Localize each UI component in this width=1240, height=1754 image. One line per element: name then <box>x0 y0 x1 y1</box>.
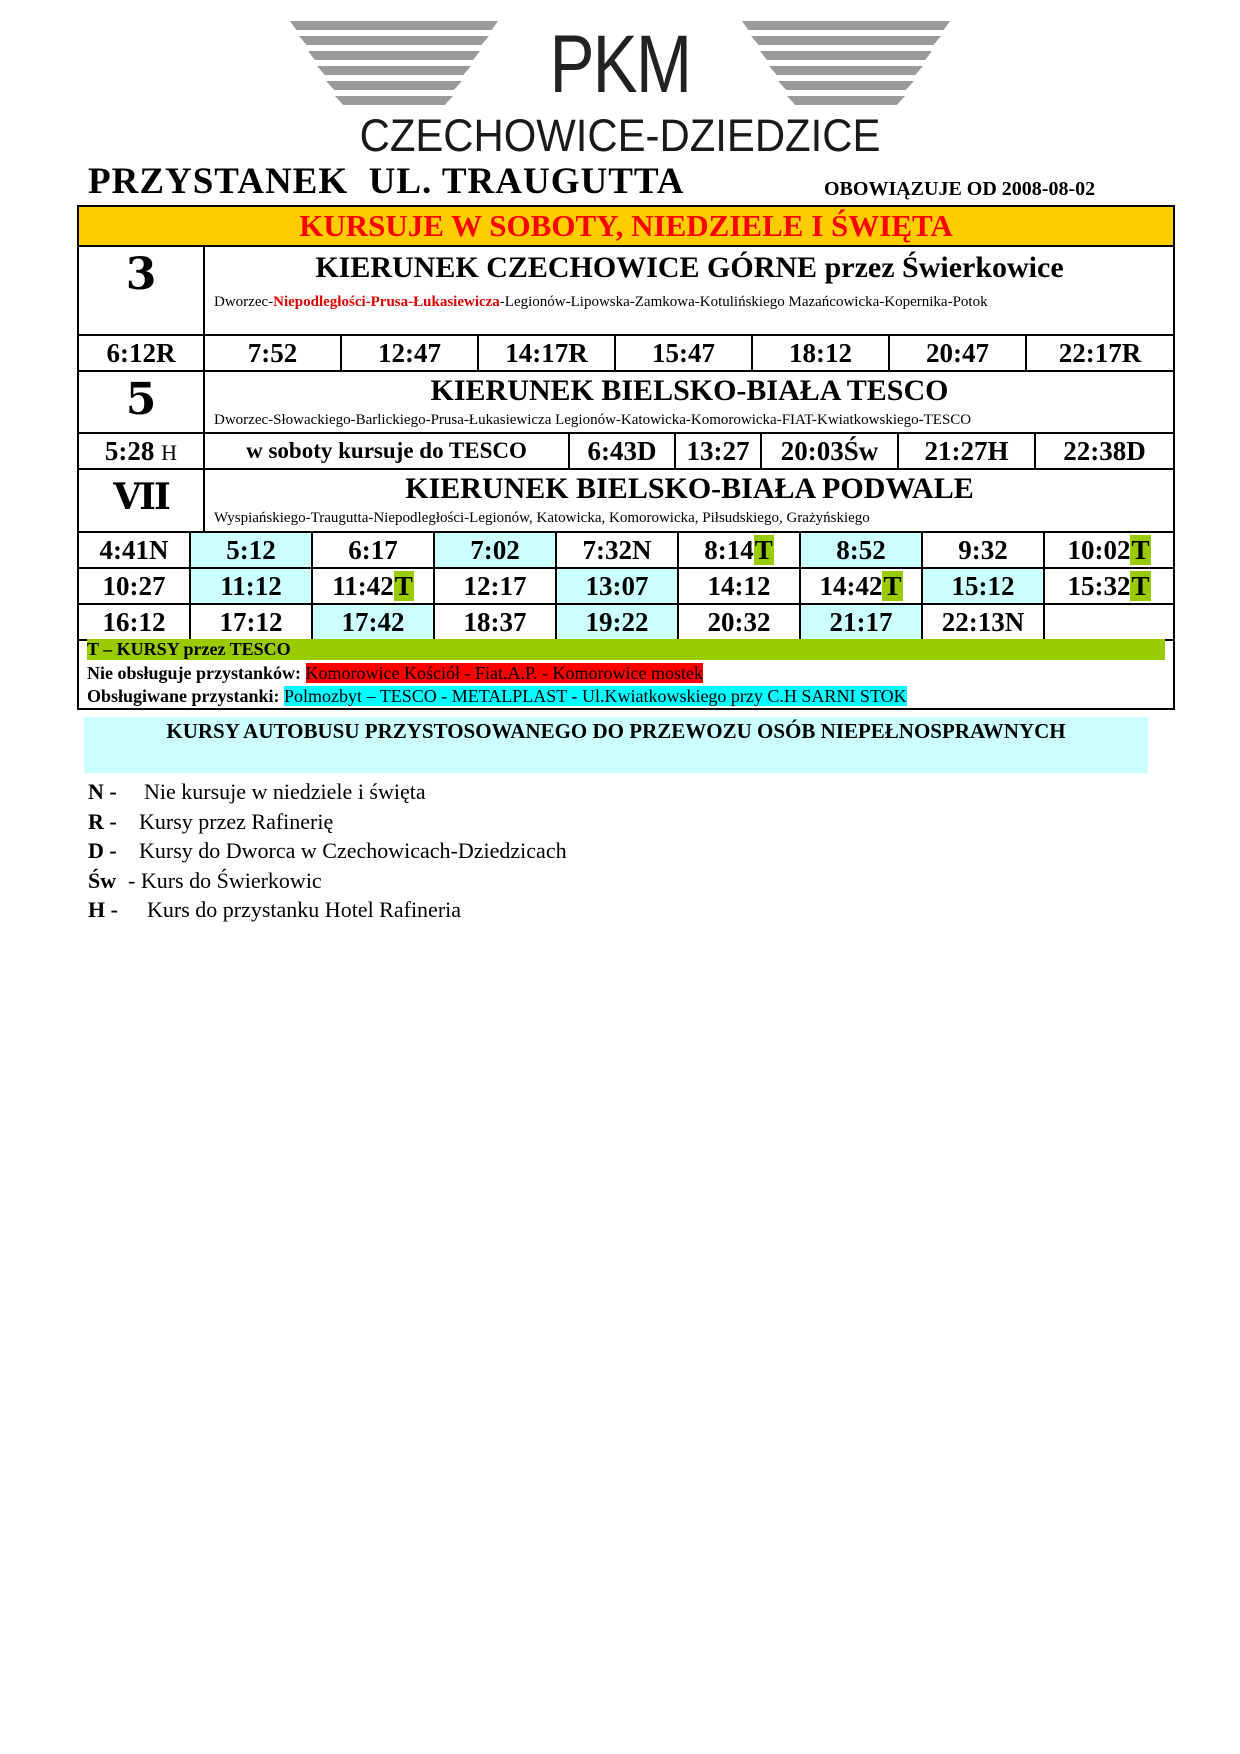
departure-time: 18:12 <box>753 336 890 370</box>
legend-desc: Kursy do Dworca w Czechowicach-Dziedzicach <box>139 838 567 863</box>
via-rest: -Legionów-Lipowska-Zamkowa-Kotulińskiego Mazańcowicka-Kopernika-Potok <box>499 294 988 310</box>
time-value: 6:17 <box>348 535 398 565</box>
logo-stripe <box>308 51 480 60</box>
route-direction: KIERUNEK CZECHOWICE GÓRNE przez Świerkowice <box>315 251 1064 284</box>
departure-time <box>435 569 557 603</box>
departure-time <box>679 533 801 567</box>
departure-time <box>1045 533 1173 567</box>
accessible-bus-note: KURSY AUTOBUSU PRZYSTOSOWANEGO DO PRZEWOZU OSÓB NIEPEŁNOSPRAWNYCH <box>84 717 1148 773</box>
logo-stripe <box>742 21 950 30</box>
departure-time <box>79 569 191 603</box>
legend-desc: Nie kursuje w niedziele i święta <box>144 779 426 804</box>
route-via: Dworzec-Słowackiego-Barlickiego-Prusa-Łukasiewicza Legionów-Katowicka-Komorowicka-FIAT-Kwiatkowskiego-TESCO <box>214 412 972 428</box>
served-note <box>87 685 907 708</box>
legend-code: D - <box>88 838 117 863</box>
route-3-header <box>79 247 1173 336</box>
logo-stripe <box>769 66 923 75</box>
legend-item <box>88 837 567 867</box>
pkm-logo <box>290 18 950 161</box>
valid-from-date: OBOWIĄZUJE OD 2008-08-02 <box>824 178 1096 200</box>
time-value: 8:14 <box>704 535 754 565</box>
time-value: 9:32 <box>958 535 1008 565</box>
not-served-label: Nie obsługuje przystanków: <box>87 663 302 683</box>
route-direction: KIERUNEK BIELSKO-BIAŁA TESCO <box>430 374 949 407</box>
departure-time <box>923 569 1045 603</box>
legend-desc: Kurs do przystanku Hotel Rafineria <box>147 897 462 922</box>
departure-time <box>435 605 557 639</box>
served-stops: Polmozbyt – TESCO - METALPLAST - Ul.Kwiatkowskiego przy C.H SARNI STOK <box>284 686 907 706</box>
logo-stripe <box>326 81 462 90</box>
via-start: Dworzec- <box>214 294 274 310</box>
route-number: VII <box>79 470 205 531</box>
time-value: 4:41N <box>99 535 169 565</box>
departure-time: 12:47 <box>342 336 479 370</box>
served-label: Obsługiwane przystanki: <box>87 686 280 706</box>
time-value: 17:42 <box>341 607 405 637</box>
departure-time: 13:27 <box>676 434 762 468</box>
departure-time <box>191 605 313 639</box>
time-value: 14:42 <box>819 571 883 601</box>
time-suffix: H <box>161 440 178 465</box>
time-value: 10:02 <box>1067 535 1131 565</box>
route-number: 5 <box>79 372 205 432</box>
legend-code: H - <box>88 897 118 922</box>
time-value: 18:37 <box>463 607 527 637</box>
departure-time: 6:12R <box>79 336 205 370</box>
legend-code: Św <box>88 867 117 893</box>
route-5-header <box>79 372 1173 434</box>
route-5-departures <box>79 434 1173 470</box>
departure-time <box>557 533 679 567</box>
time-value: 11:12 <box>220 571 282 601</box>
departure-time: 22:38D <box>1063 436 1146 466</box>
time-value: 16:12 <box>102 607 166 637</box>
time-value: 21:17 <box>829 607 893 637</box>
time-value: 5:12 <box>226 535 276 565</box>
logo-stripe <box>787 96 905 105</box>
time-value: 22:13N <box>941 607 1025 637</box>
time-value: 12:17 <box>463 571 527 601</box>
logo-stripe <box>290 21 498 30</box>
time-value: 7:02 <box>470 535 520 565</box>
departure-time <box>191 569 313 603</box>
departure-time: 21:27H <box>899 434 1036 468</box>
departure-time: 15:47 <box>616 336 753 370</box>
departure-time: 6:43D <box>570 434 676 468</box>
departure-time <box>679 605 801 639</box>
departure-time <box>801 605 923 639</box>
tesco-mark: T <box>754 535 773 565</box>
route-3-departures <box>79 336 1173 372</box>
legend-code: R - <box>88 808 117 834</box>
not-served-stops: Komorowice Kościół - Fiat.A.P. - Komorowice mostek <box>305 663 703 683</box>
route-vii-header <box>79 470 1173 533</box>
departure-time <box>1045 605 1173 639</box>
departure-time <box>313 569 435 603</box>
departure-time: 22:17R <box>1058 338 1142 368</box>
time-value: 10:27 <box>102 571 166 601</box>
departure-time <box>801 533 923 567</box>
logo-stripe <box>778 81 914 90</box>
via-highlight: Niepodległości-Prusa-Łukasiewicza <box>273 294 500 310</box>
logo-city: CZECHOWICE-DZIEDZICE <box>359 110 881 161</box>
legend-item <box>88 867 322 897</box>
logo-stripe <box>299 36 489 45</box>
tesco-mark: T <box>394 571 413 601</box>
saturday-note: w soboty kursuje do TESCO <box>205 434 570 468</box>
time-value: 14:12 <box>707 571 771 601</box>
route-via <box>214 293 1163 311</box>
route-via: Wyspiańskiego-Traugutta-Niepodległości-Legionów, Katowicka, Komorowicka, Piłsudskiego, Grażyńskiego <box>214 510 870 526</box>
tesco-mark: T <box>1131 571 1150 601</box>
legend-desc: Kursy przez Rafinerię <box>139 808 334 834</box>
time-value: 17:12 <box>219 607 283 637</box>
departure-time <box>801 569 923 603</box>
tesco-note: T – KURSY przez TESCO <box>87 639 1165 660</box>
time-value: 7:32N <box>582 535 652 565</box>
tesco-mark: T <box>1131 535 1150 565</box>
departure-time <box>79 533 191 567</box>
departure-time <box>923 605 1045 639</box>
not-served-note <box>87 662 703 685</box>
stop-title: PRZYSTANEK UL. TRAUGUTTA <box>88 161 685 202</box>
logo-stripe <box>317 66 471 75</box>
time-value: 11:42 <box>332 571 394 601</box>
departure-time <box>557 569 679 603</box>
departure-time <box>435 533 557 567</box>
time-value: 8:52 <box>836 535 886 565</box>
logo-stripe <box>751 36 941 45</box>
route-number: 3 <box>79 247 205 334</box>
departure-time: 7:52 <box>205 336 342 370</box>
service-days-banner: KURSUJE W SOBOTY, NIEDZIELE I ŚWIĘTA <box>79 207 1173 247</box>
time-value: 20:32 <box>707 607 771 637</box>
legend <box>88 778 567 926</box>
logo-stripe <box>335 96 453 105</box>
departure-time <box>79 434 205 468</box>
time-value: 15:32 <box>1067 571 1131 601</box>
logo-brand: PKM <box>549 19 691 110</box>
tesco-mark: T <box>883 571 902 601</box>
departure-time <box>679 569 801 603</box>
legend-item <box>88 896 462 926</box>
time-value: 13:07 <box>585 571 649 601</box>
legend-code: N - <box>88 779 117 804</box>
departure-time: 14:17R <box>479 336 616 370</box>
departure-time <box>79 605 191 639</box>
departure-time: 20:03Św <box>762 434 899 468</box>
legend-desc: - Kurs do Świerkowic <box>128 867 322 893</box>
legend-item <box>88 778 426 808</box>
route-direction: KIERUNEK BIELSKO-BIAŁA PODWALE <box>405 472 974 505</box>
departure-time <box>923 533 1045 567</box>
timetable <box>77 205 1175 710</box>
departure-time: 20:47 <box>890 336 1027 370</box>
legend-item <box>88 808 334 838</box>
time-value: 19:22 <box>585 607 649 637</box>
departure-time <box>557 605 679 639</box>
departure-time <box>313 533 435 567</box>
logo-stripe <box>760 51 932 60</box>
departure-time <box>313 605 435 639</box>
departure-row <box>79 569 1173 605</box>
departure-row <box>79 605 1173 641</box>
departure-row <box>79 533 1173 569</box>
time-value: 5:28 <box>104 436 155 466</box>
time-value: 15:12 <box>951 571 1015 601</box>
departure-time <box>191 533 313 567</box>
departure-time <box>1045 569 1173 603</box>
